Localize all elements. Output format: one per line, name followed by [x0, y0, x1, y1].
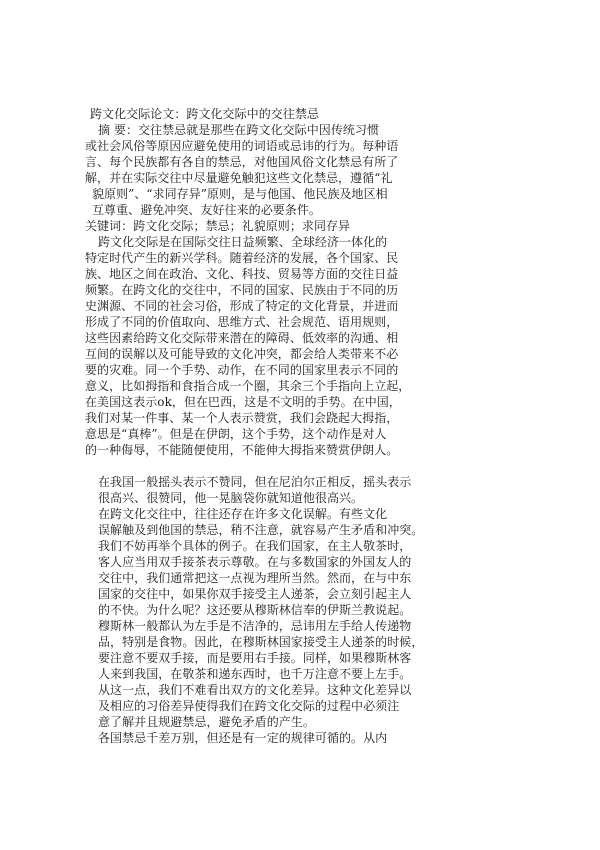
body-line-22: 国家的交往中，如果你双手接受主人递茶，会立刻引起主人 [98, 587, 412, 601]
body-line-18: 误解触及到他国的禁忌，稍不注意，就容易产生矛盾和冲突。 [98, 523, 424, 537]
body-line-10: 意义，比如拇指和食指合成一个圈，其余三个手指向上立起， [85, 379, 411, 393]
body-line-9: 要的灾难。同一个手势、动作，在不同的国家里表示不同的 [85, 363, 399, 377]
body-line-27: 人来到我国，在敬茶和递东西时，也千万注意不要上左手。 [98, 667, 412, 681]
body-line-31: 各国禁忌千差万别，但还是有一定的规律可循的。从内 [98, 731, 388, 745]
body-line-4: 频繁。在跨文化的交往中，不同的国家、民族由于不同的历 [85, 283, 399, 297]
body-line-5: 史渊源、不同的社会习俗，形成了特定的文化背景，并进而 [85, 299, 399, 313]
body-line-23: 的不快。为什么呢？这还要从穆斯林信奉的伊斯兰教说起。 [98, 603, 412, 617]
abstract-line-2: 或社会风俗等原因应避免使用的词语或忌讳的行为。每种语 [85, 139, 399, 153]
body-line-24: 穆斯林一般都认为左手是不洁净的，忌讳用左手给人传递物 [98, 619, 412, 633]
body-line-1: 跨文化交际是在国际交往日益频繁、全球经济一体化的 [98, 235, 388, 249]
body-line-15: 在我国一般摇头表示不赞同，但在尼泊尔正相反，摇头表示 [98, 475, 412, 489]
body-line-8: 互间的误解以及可能导致的文化冲突，都会给人类带来不必 [85, 347, 399, 361]
body-line-28: 从这一点，我们不难看出双方的文化差异。这种文化差异以 [98, 683, 412, 697]
body-line-7: 这些因素给跨文化交际带来潜在的障碍、低效率的沟通、相 [85, 331, 399, 345]
body-line-6: 形成了不同的价值取向、思维方式、社会规范、语用规则， [85, 315, 399, 329]
body-line-26: 要注意不要双手接，而是要用右手接。同样，如果穆斯林客 [98, 651, 412, 665]
body-line-14: 的一种侮辱，不能随便使用，不能伸大拇指来赞赏伊朗人。 [85, 443, 399, 457]
body-line-20: 客人应当用双手接茶表示尊敬。在与多数国家的外国友人的 [98, 555, 412, 569]
body-line-11: 在美国这表示ok，但在巴西，这是不文明的手势。在中国， [85, 395, 401, 409]
body-line-29: 及相应的习俗差异使得我们在跨文化交际的过程中必须注 [98, 699, 400, 713]
body-line-30: 意了解并且规避禁忌，避免矛盾的产生。 [98, 715, 315, 729]
abstract-line-1: 摘 要：交往禁忌就是那些在跨文化交际中因传统习惯 [98, 123, 380, 137]
body-line-16: 很高兴、很赞同，他一晃脑袋你就知道他很高兴。 [98, 491, 364, 505]
abstract-line-5: 貌原则”、“求同存异”原则，是与他国、他民族及地区相 [92, 187, 388, 201]
document-title: 跨文化交际论文：跨文化交际中的交往禁忌 [90, 107, 319, 121]
body-line-13: 意思是“真棒”。但是在伊朗，这个手势，这个动作是对人 [85, 427, 387, 441]
body-line-19: 我们不妨再举个具体的例子。在我们国家，在主人敬茶时， [98, 539, 412, 553]
body-line-2: 特定时代产生的新兴学科。随着经济的发展，各个国家、民 [85, 251, 399, 265]
body-line-21: 交往中，我们通常把这一点视为理所当然。然而，在与中东 [98, 571, 412, 585]
abstract-line-4: 解，并在实际交往中尽量避免触犯这些文化禁忌，遵循“礼 [85, 171, 393, 185]
body-line-3: 族、地区之间在政治、文化、科技、贸易等方面的交往日益 [85, 267, 399, 281]
abstract-line-3: 言、每个民族都有各自的禁忌，对他国风俗文化禁忌有所了 [85, 155, 399, 169]
keywords-line: 关键词：跨文化交际；禁忌；礼貌原则；求同存异 [85, 219, 351, 233]
body-line-12: 我们对某一件事、某一个人表示赞赏，我们会跷起大拇指， [85, 411, 399, 425]
body-line-25: 品，特别是食物。因此，在穆斯林国家接受主人递茶的时候， [98, 635, 424, 649]
abstract-line-6: 互尊重、避免冲突、友好往来的必要条件。 [92, 203, 321, 217]
body-line-17: 在跨文化交往中，往往还存在许多文化误解。有些文化 [98, 507, 388, 521]
